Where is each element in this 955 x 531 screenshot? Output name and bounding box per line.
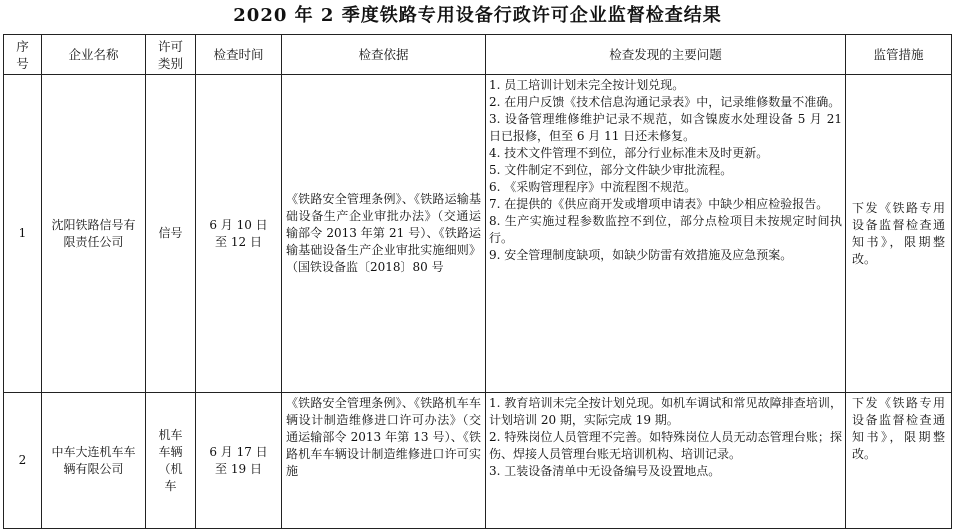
header-basis: 检查依据 [282,35,486,75]
row-1-problem-item: 8. 生产实施过程参数监控不到位，部分点检项目未按规定时间执行。 [489,214,842,245]
row-2-problem-item: 3. 工装设备清单中无设备编号及设置地点。 [489,464,721,478]
row-2-problem-item: 1. 教育培训未完全按计划兑现。如机车调试和常见故障排查培训，计划培训 20 期，实际完成 19 期。 [489,396,842,427]
table-header-row [4,35,952,75]
row-2-company: 中车大连机车车辆有限公司 [42,393,146,529]
row-2-basis: 《铁路安全管理条例》、《铁路机车车辆设计制造维修进口许可办法》（交通运输部令 2013 年第 13 号）、《铁路机车车辆设计制造维修进口许可实施 [286,396,481,478]
row-2-problem-list [489,395,842,525]
header-problems: 检查发现的主要问题 [486,35,846,75]
document-title: 2020 年 2 季度铁路专用设备行政许可企业监督检查结果 [233,5,722,26]
row-1-problem-item: 5. 文件制定不到位，部分文件缺少审批流程。 [489,163,733,177]
row-1-license-type: 信号 [146,75,196,393]
row-1-problem-item: 7. 在提供的《供应商开发或增项申请表》中缺少相应检验报告。 [489,197,829,211]
table-row [4,393,952,529]
row-1-problem-item: 6. 《采购管理程序》中流程图不规范。 [489,180,697,194]
row-1-problem-item: 4. 技术文件管理不到位，部分行业标准未及时更新。 [489,146,769,160]
row-1-index: 1 [4,75,42,393]
row-1-problem-item: 9. 安全管理制度缺项，如缺少防雷有效措施及应急预案。 [489,248,793,262]
header-company: 企业名称 [42,35,146,75]
row-1-company: 沈阳铁路信号有限责任公司 [42,75,146,393]
header-measures: 监管措施 [846,35,952,75]
row-2-basis-cell [282,393,486,529]
row-1-measures: 下发《铁路专用设备监督检查通知书》，限期整改。 [846,75,952,393]
row-1-problem-item: 2. 在用户反馈《技术信息沟通记录表》中，记录维修数量不准确。 [489,95,841,109]
row-2-problem-item: 2. 特殊岗位人员管理不完善。如特殊岗位人员无动态管理台账；探伤、焊接人员管理台账无培训机构、培训记录。 [489,430,842,461]
row-1-problems [486,75,846,393]
inspection-results-table [3,34,952,529]
row-1-problem-item: 3. 设备管理维修维护记录不规范，如含镍废水处理设备 5 月 21 日已报修，但至 6 月 11 日还未修复。 [489,112,842,143]
row-2-measures-cell [846,393,952,529]
header-license-type: 许可类别 [146,35,196,75]
row-2-index: 2 [4,393,42,529]
row-2-measures: 下发《铁路专用设备监督检查通知书》，限期整改。 [852,396,945,461]
row-2-problems [486,393,846,529]
table-row [4,75,952,393]
header-inspection-time: 检查时间 [196,35,282,75]
row-2-license-type: 机车车辆（机车 [146,393,196,529]
row-2-inspection-time: 6 月 17 日至 19 日 [196,393,282,529]
row-1-problem-item: 1. 员工培训计划未完全按计划兑现。 [489,78,685,92]
row-1-basis: 《铁路安全管理条例》、《铁路运输基础设备生产企业审批办法》（交通运输部令 2013 年第 21 号）、《铁路运输基础设备生产企业审批实施细则》（国铁设备监〔2018〕80 号 [282,75,486,393]
header-index: 序号 [4,35,42,75]
row-1-problem-list [489,77,842,264]
row-1-inspection-time: 6 月 10 日至 12 日 [196,75,282,393]
